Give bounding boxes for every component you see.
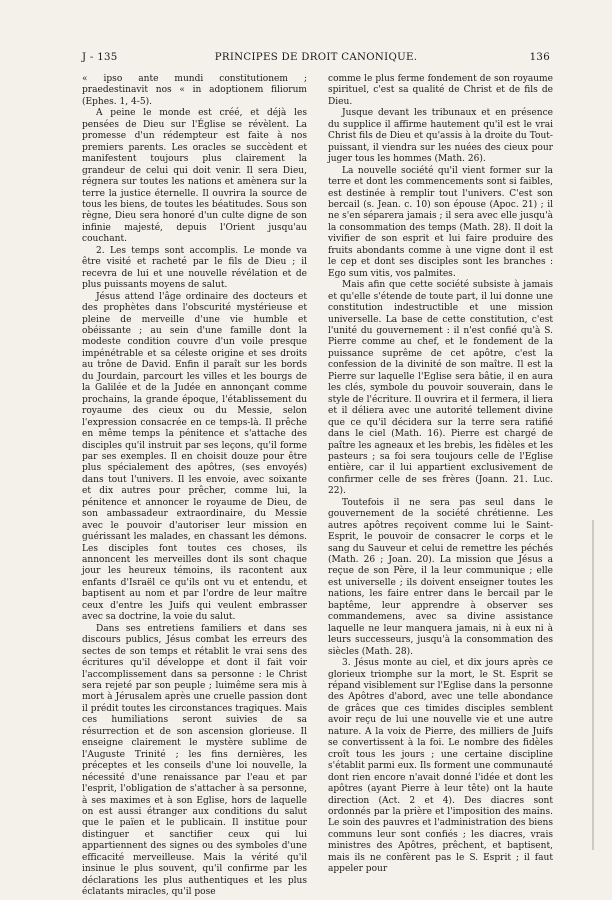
- paragraph: Mais afin que cette société subsiste à jamais et qu'elle s'étende de toute part, il lui donne une constitution indestructible et une mission universelle. La base de cette constitution, c'est l'unité du gouvernement : il n'est confié qu'à S. Pierre comme au chef, et le fondement de la puissance suprême de cet apôtre, c'est la confession de la divinité de son maître. Il est la Pierre sur laquelle l'Eglise sera bâtie, il en aura les clés, symbole du pouvoir souverain, dans le style de l'écriture. Il ouvrira et il fermera, il liera et il déliera avec une autorité tellement divine que ce qu'il décidera sur la terre sera ratifié dans le ciel (Math. 16). Pierre est chargé de paître les agneaux et les brebis, les fidèles et les pasteurs ; sa foi sera toujours celle de l'Eglise entière, car il lui appartient exclusivement de confirmer celle de ses frères (Joann. 21. Luc. 22).: [328, 280, 553, 497]
- page-number-left: J - 135: [82, 52, 118, 63]
- paragraph: Jésus attend l'âge ordinaire des docteurs et des prophètes dans l'obscurité mystérieuse et pleine de merveille d'une vie humble et obéissante ; au sein d'une famille dont la modeste condition couvre d'un voile presque impénétrable et sa céleste origine et ses droits au trône de David. Enfin il paraît sur les bords du Jourdain, parcourt les villes et les bourgs de la Galilée et de la Judée en annonçant comme prochains, la grande époque, l'établissement du royaume des cieux ou du Messie, selon l'expression consacrée en ce temps-là. Il prêche en même temps la pénitence et s'attache des disciples qu'il instruit par ses leçons, qu'il forme par ses exemples. Il en choisit douze pour être plus spécialement des apôtres, (ses envoyés) dans tout l'univers. Il les envoie, avec soixante et dix autres pour prêcher, comme lui, la pénitence et annoncer le royaume de Dieu, de son ambassadeur extraordinaire, du Messie avec le pouvoir d'autoriser leur mission en guérissant les malades, en chassant les démons. Les disciples font toutes ces choses, ils annoncent les merveilles dont ils sont chaque jour les heureux témoins, ils racontent aux enfants d'Israël ce qu'ils ont vu et entendu, et baptisent au nom et par l'ordre de leur maître ceux d'entre les Juifs qui veulent embrasser avec sa doctrine, la voie du salut.: [82, 291, 307, 623]
- scan-edge-mark: [592, 520, 594, 850]
- paragraph: A peine le monde est créé, et déjà les pensées de Dieu sur l'Église se révèlent. La promesse d'un rédempteur est faite à nos premiers parents. Les oracles se succèdent et manifestent toujours plus clairement la grandeur de celui qui doit venir. Il sera Dieu, régnera sur toutes les nations et amènera sur la terre la justice éternelle. Il ouvrira la source de tous les biens, de toutes les béatitudes. Sous son règne, Dieu sera honoré d'un culte digne de son infinie majesté, depuis l'Orient jusqu'au couchant.: [82, 108, 307, 245]
- paragraph: Toutefois il ne sera pas seul dans le gouvernement de la société chrétienne. Les autres apôtres reçoivent comme lui le Saint-Esprit, le pouvoir de consacrer le corps et le sang du Sauveur et celui de remettre les péchés (Math. 26 ; Joan. 20). La mission que Jésus a reçue de son Père, il la leur communique ; elle est universelle ; ils doivent enseigner toutes les nations, les faire entrer dans le bercail par le baptême, leur apprendre à observer ses commandemens, avec sa divine assistance laquelle ne leur manquera jamais, ni à eux ni à leurs successeurs, jusqu'à la consommation des siècles (Math. 28).: [328, 497, 553, 657]
- left-column: [82, 74, 307, 899]
- paragraph: « ipso ante mundi constitutionem ; praedestinavit nos « in adoptionem filiorum (Ephes. 1, 4-5).: [82, 74, 307, 107]
- page-number-right: 136: [529, 52, 550, 63]
- running-title: PRINCIPES DE DROIT CANONIQUE.: [214, 52, 418, 63]
- paragraph: comme le plus ferme fondement de son royaume spirituel, c'est sa qualité de Christ et de fils de Dieu.: [328, 74, 553, 107]
- paragraph: Jusque devant les tribunaux et en présence du supplice il affirme hautement qu'il est le vrai Christ fils de Dieu et qu'assis à la droite du Tout-puissant, il viendra sur les nuées des cieux pour juger tous les hommes (Math. 26).: [328, 108, 553, 165]
- running-header: [82, 52, 550, 66]
- paragraph: 3. Jésus monte au ciel, et dix jours après ce glorieux triomphe sur la mort, le St. Esprit se répand visiblement sur l'Eglise dans la personne des Apôtres d'abord, avec une telle abondance de grâces que ces timides disciples semblent avoir reçu de lui une nouvelle vie et une autre nature. A la voix de Pierre, des milliers de Juifs se convertissent à la foi. Le nombre des fidèles croît tous les jours ; une certaine discipline s'établit parmi eux. Ils forment une communauté dont rien encore n'avait donné l'idée et dont les apôtres (ayant Pierre à leur tête) ont la haute direction (Act. 2 et 4). Des diacres sont ordonnés par la prière et l'imposition des mains. Le soin des pauvres et l'administration des biens communs leur sont confiés ; les diacres, vrais ministres des Apôtres, prêchent, et baptisent, mais ils ne confèrent pas le S. Esprit ; il faut appeler pour: [328, 658, 553, 875]
- right-column: [328, 74, 553, 876]
- paragraph: 2. Les temps sont accomplis. Le monde va être visité et racheté par le fils de Dieu ; il recevra de lui et une nouvelle révélation et de plus puissants moyens de salut.: [82, 245, 307, 291]
- paragraph: Dans ses entretiens familiers et dans ses discours publics, Jésus combat les erreurs des sectes de son temps et rétablit le vrai sens des écritures qu'il développe et dont il fait voir l'accomplissement dans sa personne : le Christ sera rejeté par son peuple ; luimême sera mis à mort à Jérusalem après une cruelle passion dont il prédit toutes les circonstances tragiques. Mais ces humiliations seront suivies de sa résurrection et de son ascension glorieuse. Il enseigne clairement le mystère sublime de l'Auguste Trinité ; les fins dernières, les préceptes et les conseils d'une loi nouvelle, la nécessité d'une renaissance par l'eau et par l'esprit, l'obligation de s'attacher à sa personne, à ses maximes et à son Eglise, hors de laquelle on est aussi étranger aux conditions du salut que le païen et le publicain. Il institue pour distinguer et sanctifier ceux qui lui appartiennent des signes ou des symboles d'une efficacité merveilleuse. Mais la vérité qu'il insinue le plus souvent, qu'il confirme par les déclarations les plus authentiques et les plus éclatants miracles, qu'il pose: [82, 623, 307, 898]
- paragraph: La nouvelle société qu'il vient former sur la terre et dont les commencements sont si faibles, est destinée à remplir tout l'univers. C'est son bercail (s. Jean. c. 10) son épouse (Apoc. 21) ; il ne s'en séparera jamais ; il sera avec elle jusqu'à la consommation des temps (Math. 28). Il doit la vivifier de son esprit et lui faire produire des fruits abondants comme à une vigne dont il est le cep et dont ses disciples sont les branches : Ego sum vitis, vos palmites.: [328, 165, 553, 279]
